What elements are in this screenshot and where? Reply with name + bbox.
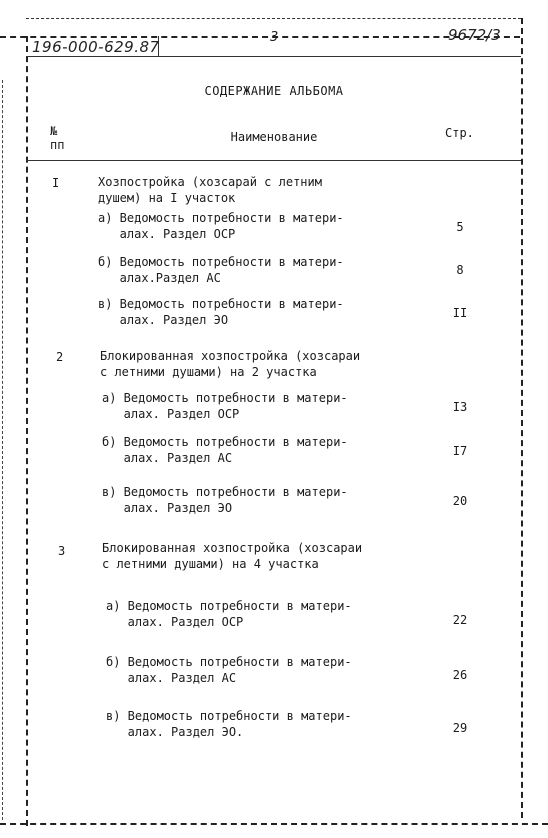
list-item: б) Ведомость потребности в матери- алах. Раздел АС: [102, 435, 348, 465]
page-ref: II: [452, 306, 468, 320]
binding-margin-line: [2, 80, 3, 820]
list-item: а) Ведомость потребности в матери- алах. Раздел ОСР: [106, 599, 352, 629]
list-item: а) Ведомость потребности в матери- алах. Раздел ОСР: [102, 391, 348, 421]
section-title: Хозпостройка (хозсарай с летним душем) на I участок: [98, 175, 322, 205]
section-number: I: [52, 176, 60, 190]
column-header-number: № пп: [50, 124, 65, 152]
table-header-rule: [26, 160, 521, 161]
list-item: а) Ведомость потребности в матери- алах. Раздел ОСР: [98, 211, 344, 241]
page-ref: I7: [452, 444, 468, 458]
frame-bottom: [0, 823, 548, 825]
list-item: в) Ведомость потребности в матери- алах. Раздел ЭО: [98, 297, 344, 327]
page-ref: 5: [456, 220, 464, 234]
page-ref: 22: [452, 613, 468, 627]
page-ref: I3: [452, 400, 468, 414]
header-separator: [26, 56, 521, 57]
section-title: Блокированная хозпостройка (хозсараи с летними душами) на 4 участка: [102, 541, 363, 571]
sheet-code: 9672/3: [448, 26, 501, 44]
section-number: 3: [58, 544, 66, 558]
page-ref: 8: [456, 263, 464, 277]
page-number: 3: [270, 30, 279, 45]
doc-code: 196-000-629.87: [32, 38, 160, 56]
column-header-page: Стр.: [445, 126, 474, 140]
section-title: Блокированная хозпостройка (хозсараи с летними душами) на 2 участка: [100, 349, 361, 379]
list-item: б) Ведомость потребности в матери- алах. Раздел АС: [106, 655, 352, 685]
page-ref: 29: [452, 721, 468, 735]
list-item: б) Ведомость потребности в матери- алах.Раздел АС: [98, 255, 344, 285]
list-item: в) Ведомость потребности в матери- алах. Раздел ЭО.: [106, 709, 352, 739]
section-number: 2: [56, 350, 64, 364]
page-ref: 26: [452, 668, 468, 682]
page-ref: 20: [452, 494, 468, 508]
column-header-name: Наименование: [230, 130, 318, 144]
frame-top-outer: [26, 18, 521, 19]
frame-left: [26, 36, 28, 826]
page-title: СОДЕРЖАНИЕ АЛЬБОМА: [204, 84, 344, 98]
list-item: в) Ведомость потребности в матери- алах. Раздел ЭО: [102, 485, 348, 515]
